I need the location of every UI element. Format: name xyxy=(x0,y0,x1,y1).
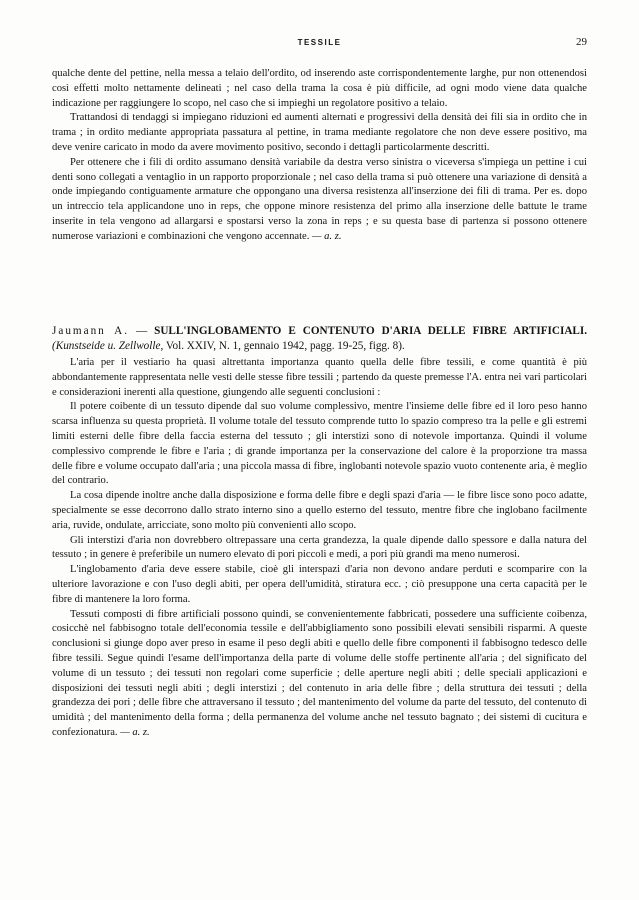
heading-dash: — xyxy=(135,325,148,337)
paragraph: qualche dente del pettine, nella messa a telaio dell'ordito, od inserendo aste corrispondentemente larghe, pur non ottenendosi così effetti molto nettamente delineati ; nel caso della trama la cosa è più difficile, ad ogni modo viene data qualche indicazione per raggiungere lo scopo, nel caso che si impieghi un regolatore positivo a telaio. xyxy=(52,68,587,109)
previous-article-continuation xyxy=(52,67,587,245)
paragraph: L'inglobamento d'aria deve essere stabile, cioè gli interspazi d'aria non devono andare perduti e scomparire con la ulteriore lavorazione e con l'uso degli abiti, per opera dell'umidità, stiratura ecc. ; ciò presuppone una certa capacità per le fibre di mantenere la loro forma. xyxy=(52,564,587,605)
article-citation-journal: (Kunstseide u. Zellwolle, xyxy=(52,340,164,352)
paragraph: Tessuti composti di fibre artificiali possono quindi, se convenientemente fabbricati, possedere una sufficiente coibenza, cosicchè nel fabbisogno totale dell'economia tessile e dell'abbigliamento sono possibili elevati sensibili risparmi. A queste conclusioni si giunge dopo aver preso in esame il peso degli abiti e quello delle fibre componenti il fabbisogno tedesco delle fibre tessili. Segue quindi l'esame dell'importanza della parte di volume delle stoffe pertinente all'aria ; del significato del volume di un tessuto ; dei tessuti non regolari come superficie ; delle aperture negli abiti ; delle speciali applicazioni e disposizioni dei tessuti negli abiti ; degli interstizi ; del contenuto in aria delle fibre ; della struttura dei tessuti ; della grandezza dei pori ; delle fibre che attraversano il tessuto ; del mantenimento del volume da parte del tessuto, del contenuto di umidità ; del mantenimento della forma ; della permanenza del volume anche nel tessuto bagnato ; dei sistemi di cucitura e confezionatura. — a. z. xyxy=(52,608,587,738)
author-initials: — a. z. xyxy=(312,230,342,242)
paragraph: La cosa dipende inoltre anche dalla disposizione e forma delle fibre e degli spazi d'aria — le fibre lisce sono poco adatte, specialmente se esse decorrono dallo strato interno sino a quello esterno del tessuto, mentre fibre che inglobano facilmente aria, ruvide, ondulate, arricciate, sono molto più convenienti allo scopo. xyxy=(52,490,587,531)
running-head xyxy=(52,38,587,52)
page-number: 29 xyxy=(576,36,587,48)
article-title: SULL'INGLOBAMENTO E CONTENUTO D'ARIA DELLE FIBRE ARTIFICIALI. xyxy=(154,325,588,337)
author-initials: — a. z. xyxy=(120,726,150,738)
paragraph: Trattandosi di tendaggi si impiegano riduzioni ed aumenti alternati e progressivi della densità dei fili sia in ordito che in trama ; in ordito mediante appropriata passatura al pettine, in trama mediante regolatore che non deve essere positivo, ma deve venire caricato in modo da avere movimento positivo, secondo i dettagli particolarmente descritti. xyxy=(52,112,587,153)
paragraph: L'aria per il vestiario ha quasi altrettanta importanza quanto quella delle fibre tessili, e come quantità è più abbondantemente rappresentata nelle vesti delle stesse fibre tessili ; partendo da queste premesse l'A. entra nei vari particolari e considerazioni inerenti alla questione, giungendo alle seguenti conclusioni : xyxy=(52,357,587,398)
article-heading xyxy=(52,324,587,354)
running-title: TESSILE xyxy=(297,38,342,47)
paragraph: Per ottenere che i fili di ordito assumano densità variabile da destra verso sinistra o viceversa s'impiega un pettine i cui denti sono collegati a ventaglio in un rapporto proporzionale ; nel caso della trama si può ottenere una variazione di densità a onde impiegando contiguamente armature che oppongano una diversa resistenza all'inserzione dei fili di trama. Per es. dopo un intreccio tela applicandone uno in reps, che oppone minore resistenza del primo alla inserzione delle battute le trame inserite in tela vengono ad allargarsi e spostarsi verso la zona in reps ; e su questa base di partenza si possono ottenere numerose variazioni e combinazioni che vengono accennate. — a. z. xyxy=(52,156,587,242)
paragraph: Gli interstizi d'aria non dovrebbero oltrepassare una certa grandezza, la quale dipende dallo spessore e dalla natura del tessuto ; in genere è preferibile un numero elevato di pori piccoli e medi, a pori più grandi ma meno numerosi. xyxy=(52,534,587,561)
paragraph: Il potere coibente di un tessuto dipende dal suo volume complessivo, mentre l'insieme delle fibre ed il loro peso hanno scarsa influenza su questa proprietà. Il volume totale del tessuto comprende tutto lo spazio compreso tra la pelle e gli estremi limiti esterni delle fibre della faccia esterna del tessuto ; gli interstizi sono di notevole importanza. Quindi il volume complessivo comprende le fibre e l'aria ; di grande importanza per la conservazione del calore è la proporzione tra massa delle fibre e volume occupato dall'aria ; una piccola massa di fibre, inglobanti notevole spazio vuoto contenente aria, è meglio del contrario. xyxy=(52,401,587,487)
article-body xyxy=(52,356,587,741)
article-citation-details: Vol. XXIV, N. 1, gennaio 1942, pagg. 19-25, figg. 8). xyxy=(165,340,405,352)
article-author: Jaumann A. xyxy=(52,325,129,337)
